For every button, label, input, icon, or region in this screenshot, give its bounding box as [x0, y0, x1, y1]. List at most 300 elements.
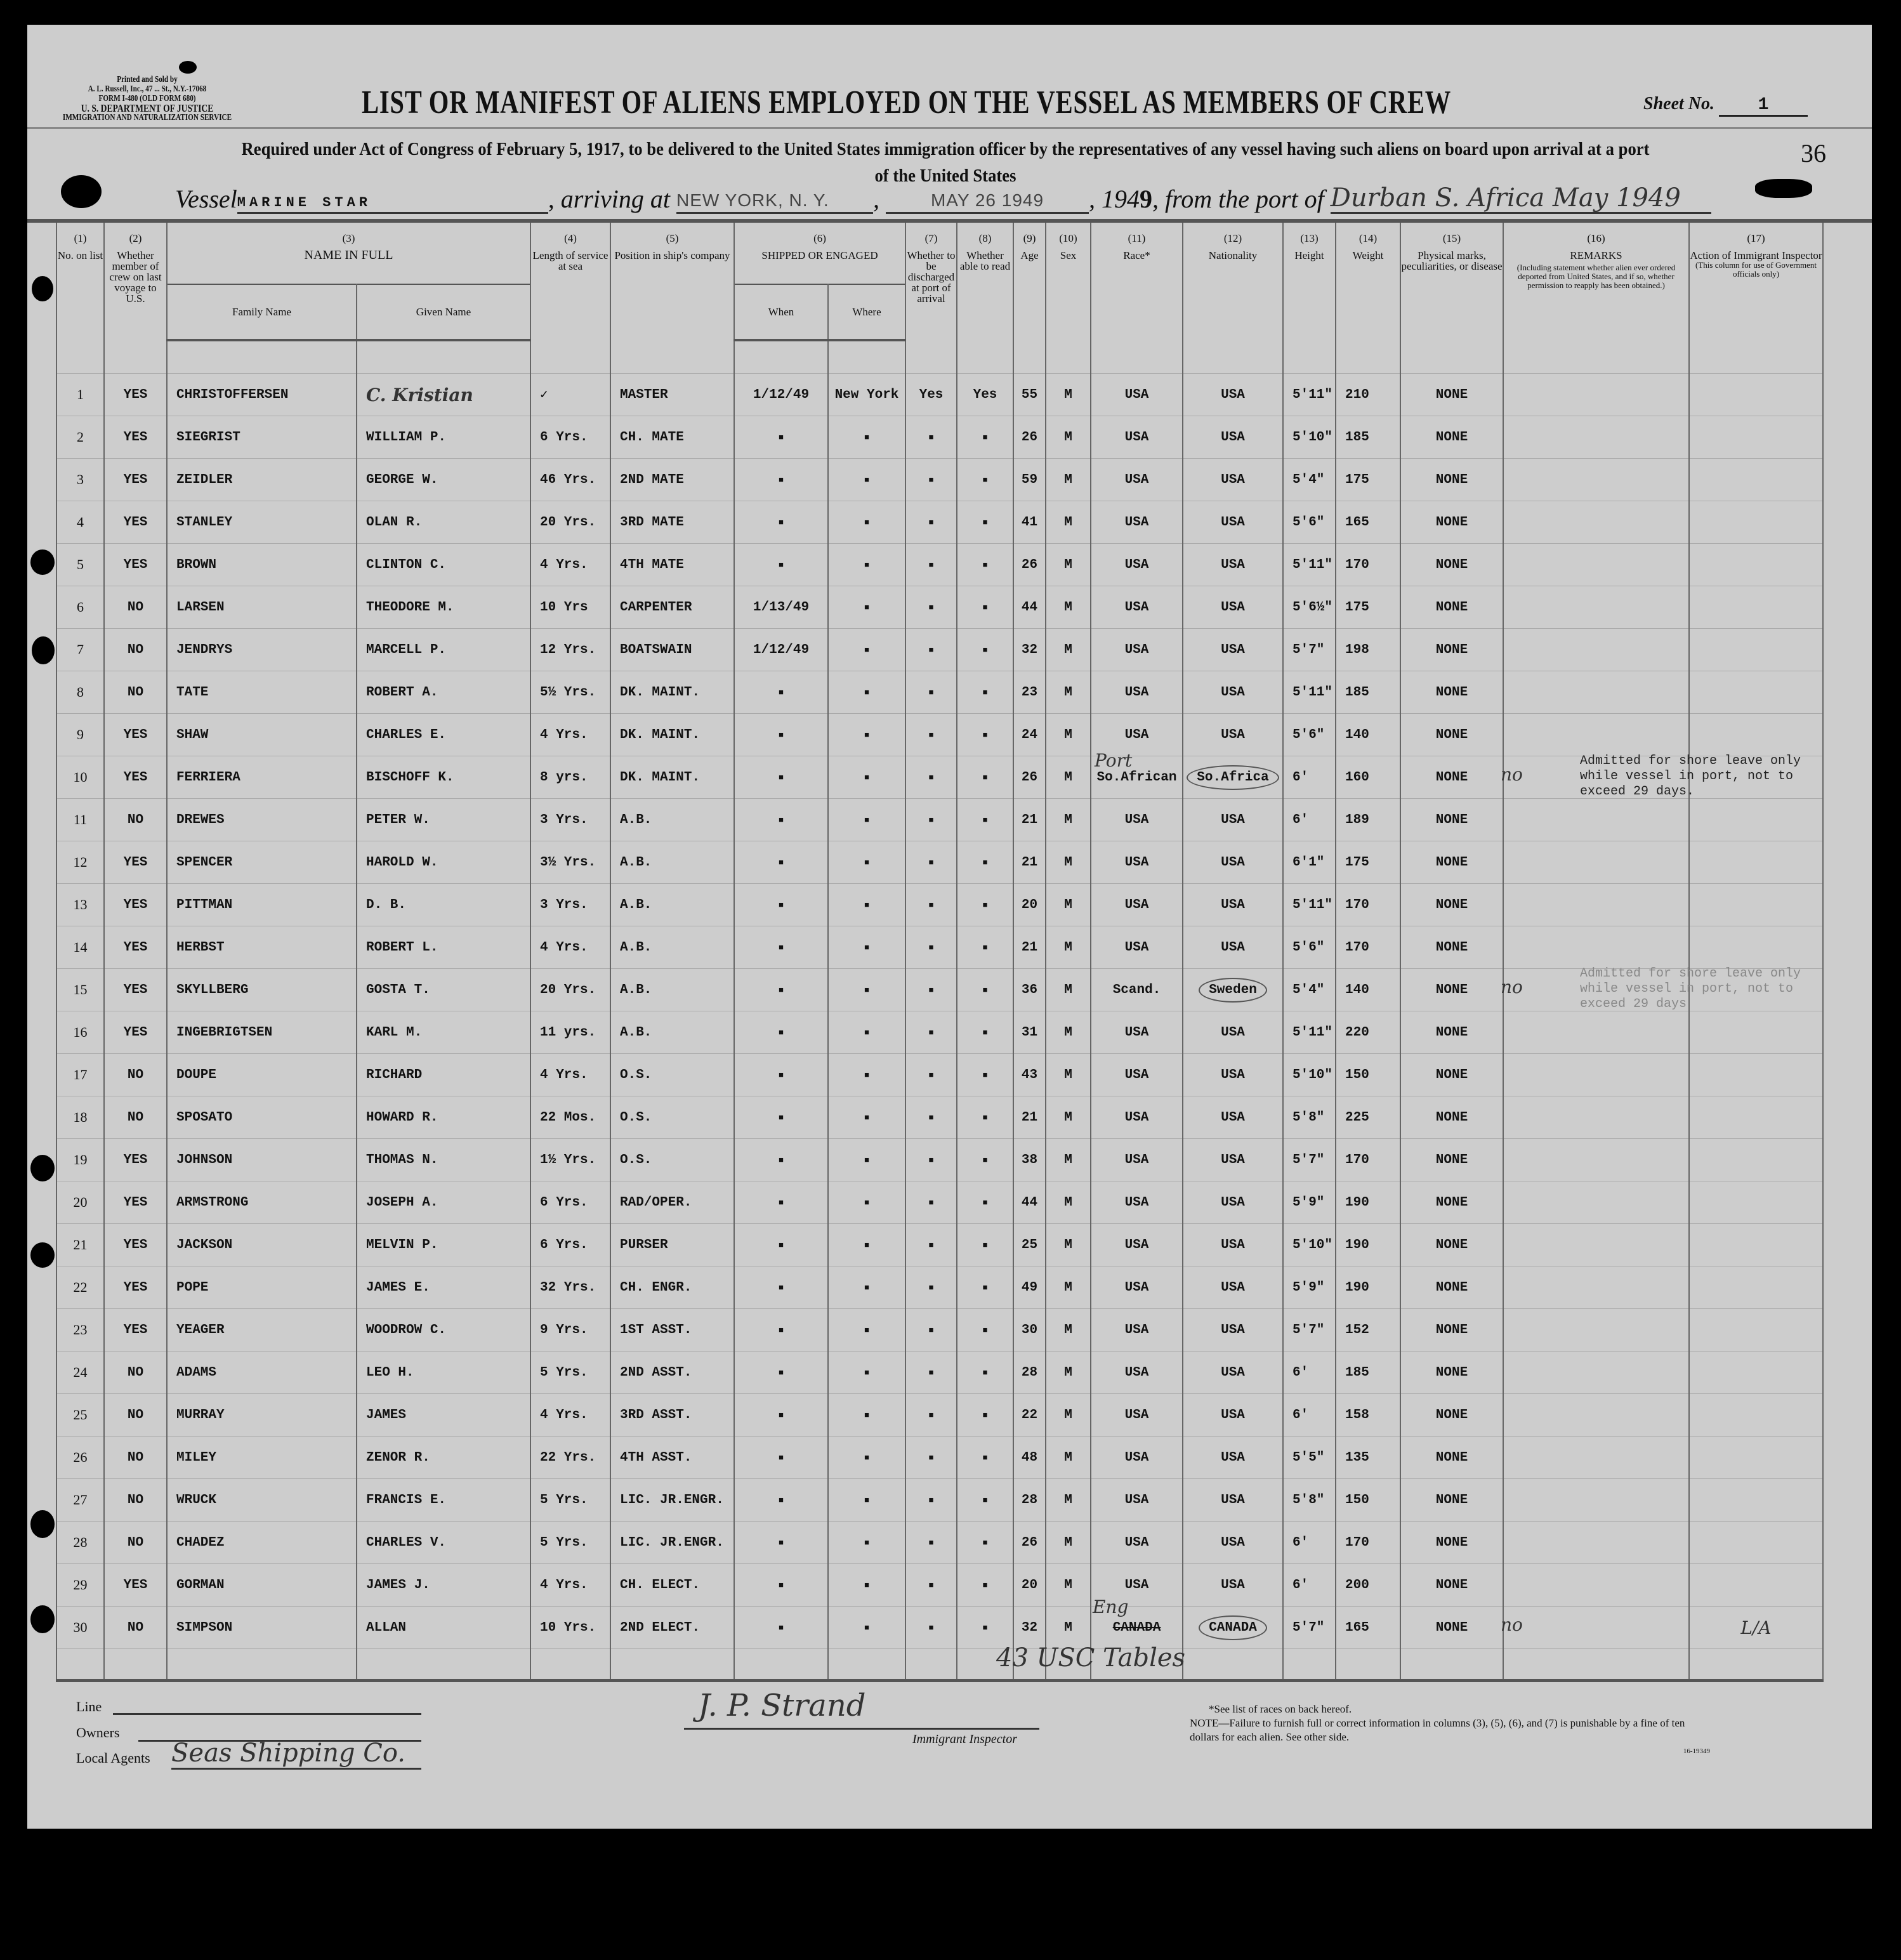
race: USA [1091, 1479, 1183, 1522]
crew-manifest-table [56, 223, 1824, 1682]
sex: M [1046, 969, 1091, 1011]
height: 5'11" [1283, 544, 1336, 586]
inspector-action [1689, 501, 1823, 544]
inspector-action [1689, 756, 1823, 799]
shipped-where: ■ [828, 1181, 905, 1224]
age: 23 [1013, 671, 1046, 714]
last-voyage: YES [104, 841, 167, 884]
shipped-where: ■ [828, 1437, 905, 1479]
last-voyage: YES [104, 756, 167, 799]
shipped-where: ■ [828, 1266, 905, 1309]
position: RAD/OPER. [610, 1181, 734, 1224]
sheet-value: 1 [1719, 95, 1808, 117]
to-be-discharged: ■ [905, 1352, 957, 1394]
nationality: USA [1183, 544, 1283, 586]
remarks [1503, 374, 1689, 416]
given-name: ROBERT L. [357, 926, 530, 969]
shipped-when: ■ [734, 1309, 828, 1352]
family-name: GORMAN [167, 1564, 357, 1607]
physical-marks: NONE [1400, 1224, 1503, 1266]
shipped-when: ■ [734, 1564, 828, 1607]
to-be-discharged: ■ [905, 1607, 957, 1649]
row-number: 24 [56, 1352, 104, 1394]
last-voyage: NO [104, 1394, 167, 1437]
race: CANADA [1091, 1607, 1183, 1649]
family-name: INGEBRIGTSEN [167, 1011, 357, 1054]
family-name: DREWES [167, 799, 357, 841]
height: 5'6" [1283, 926, 1336, 969]
weight: 150 [1336, 1054, 1400, 1096]
physical-marks: NONE [1400, 1564, 1503, 1607]
col-header-nationality: (12) Nationality [1183, 223, 1283, 340]
row-number: 29 [56, 1564, 104, 1607]
inspector-action [1689, 714, 1823, 756]
height: 5'7" [1283, 1309, 1336, 1352]
inspector-action [1689, 1522, 1823, 1564]
nationality: USA [1183, 884, 1283, 926]
height: 5'11" [1283, 374, 1336, 416]
weight: 165 [1336, 501, 1400, 544]
blank-cell [357, 1649, 530, 1681]
race: Scand. [1091, 969, 1183, 1011]
remarks [1503, 884, 1689, 926]
race: USA [1091, 1096, 1183, 1139]
col-header-position: (5) Position in ship's company [610, 223, 734, 340]
remarks [1503, 714, 1689, 756]
to-be-discharged: ■ [905, 459, 957, 501]
row-number: 14 [56, 926, 104, 969]
remark-text: Admitted for shore leave only while vessel in port, not to exceed 29 days. [1580, 754, 1801, 799]
physical-marks: NONE [1400, 884, 1503, 926]
length-of-service: 4 Yrs. [530, 1054, 610, 1096]
blank-cell [957, 340, 1013, 374]
height: 5'10" [1283, 1224, 1336, 1266]
race-annotation: Eng [1093, 1596, 1129, 1617]
nationality: USA [1183, 1309, 1283, 1352]
given-name: KARL M. [357, 1011, 530, 1054]
year-label: , 194 [1089, 185, 1140, 213]
shipped-where: ■ [828, 841, 905, 884]
family-name: HERBST [167, 926, 357, 969]
printer-line: A. L. Russell, Inc., 47 ... St., N.Y.-17068 [88, 84, 207, 94]
handwritten-note: 43 USC Tables [996, 1643, 1186, 1673]
position: CH. MATE [610, 416, 734, 459]
sex: M [1046, 629, 1091, 671]
inspector-action [1689, 1394, 1823, 1437]
remarks [1501, 754, 1801, 799]
given-name: FRANCIS E. [357, 1479, 530, 1522]
able-to-read: ■ [957, 756, 1013, 799]
age: 20 [1013, 1564, 1046, 1607]
table-row [56, 1011, 1823, 1054]
to-be-discharged: ■ [905, 501, 957, 544]
shipped-where: ■ [828, 1607, 905, 1649]
table-row [56, 416, 1823, 459]
weight: 175 [1336, 841, 1400, 884]
able-to-read: ■ [957, 1011, 1013, 1054]
given-name: JAMES [357, 1394, 530, 1437]
given-name: HAROLD W. [357, 841, 530, 884]
shipped-when: ■ [734, 841, 828, 884]
page-number: 36 [1801, 139, 1826, 168]
race: USA [1091, 544, 1183, 586]
sex: M [1046, 459, 1091, 501]
remarks [1503, 799, 1689, 841]
race: USA [1091, 459, 1183, 501]
family-name: DOUPE [167, 1054, 357, 1096]
last-voyage: NO [104, 629, 167, 671]
shipped-when: ■ [734, 1181, 828, 1224]
shipped-where: ■ [828, 586, 905, 629]
remarks [1503, 1564, 1689, 1607]
race: USA [1091, 629, 1183, 671]
shipped-where: ■ [828, 1224, 905, 1266]
to-be-discharged: ■ [905, 1309, 957, 1352]
weight: 170 [1336, 544, 1400, 586]
shipped-when: ■ [734, 1394, 828, 1437]
given-name: C. Kristian [357, 374, 530, 416]
to-be-discharged: ■ [905, 926, 957, 969]
shipped-where: ■ [828, 459, 905, 501]
able-to-read: ■ [957, 1309, 1013, 1352]
physical-marks: NONE [1400, 586, 1503, 629]
inspector-action [1689, 1309, 1823, 1352]
weight: 160 [1336, 756, 1400, 799]
family-name: JOHNSON [167, 1139, 357, 1181]
inspector-action [1689, 1479, 1823, 1522]
inspector-action [1689, 1139, 1823, 1181]
shipped-when: ■ [734, 799, 828, 841]
blank-cell [734, 340, 828, 374]
family-name: ADAMS [167, 1352, 357, 1394]
blank-cell [1091, 340, 1183, 374]
table-row [56, 629, 1823, 671]
nationality: USA [1183, 1437, 1283, 1479]
length-of-service: 5 Yrs. [530, 1352, 610, 1394]
position: A.B. [610, 841, 734, 884]
sex: M [1046, 374, 1091, 416]
shipped-where: ■ [828, 1394, 905, 1437]
col-header-race: (11) Race* [1091, 223, 1183, 340]
last-voyage: YES [104, 501, 167, 544]
physical-marks: NONE [1400, 841, 1503, 884]
physical-marks: NONE [1400, 501, 1503, 544]
punch-hole [30, 1242, 55, 1268]
position: 3RD ASST. [610, 1394, 734, 1437]
length-of-service: 6 Yrs. [530, 1181, 610, 1224]
position: O.S. [610, 1096, 734, 1139]
shipped-where: ■ [828, 799, 905, 841]
nationality: USA [1183, 1479, 1283, 1522]
age: 22 [1013, 1394, 1046, 1437]
length-of-service: 6 Yrs. [530, 1224, 610, 1266]
row-number: 7 [56, 629, 104, 671]
length-of-service: ✓ [530, 374, 610, 416]
physical-marks: NONE [1400, 1522, 1503, 1564]
local-agents-signature: Seas Shipping Co. [171, 1739, 405, 1768]
race: USA [1091, 926, 1183, 969]
col-header-weight: (14) Weight [1336, 223, 1400, 340]
inspector-field [684, 1728, 1039, 1730]
redaction-mark [1755, 179, 1812, 198]
shipped-when: ■ [734, 1437, 828, 1479]
blank-cell [1400, 340, 1503, 374]
age: 24 [1013, 714, 1046, 756]
blank-cell [1336, 340, 1400, 374]
remarks [1503, 544, 1689, 586]
age: 32 [1013, 1607, 1046, 1649]
position: 4TH MATE [610, 544, 734, 586]
physical-marks: NONE [1400, 714, 1503, 756]
inspector-action: L/A [1689, 1607, 1823, 1649]
position: CARPENTER [610, 586, 734, 629]
family-name: LARSEN [167, 586, 357, 629]
shipped-where: ■ [828, 1479, 905, 1522]
sex: M [1046, 756, 1091, 799]
row-number: 15 [56, 969, 104, 1011]
physical-marks: NONE [1400, 1352, 1503, 1394]
nationality: USA [1183, 671, 1283, 714]
able-to-read: ■ [957, 1607, 1013, 1649]
nationality: USA [1183, 1352, 1283, 1394]
shipped-where: ■ [828, 501, 905, 544]
row-number: 5 [56, 544, 104, 586]
age: 49 [1013, 1266, 1046, 1309]
weight: 175 [1336, 459, 1400, 501]
nationality: Sweden [1183, 969, 1283, 1011]
row-number: 27 [56, 1479, 104, 1522]
blank-cell [104, 1649, 167, 1681]
sex: M [1046, 1607, 1091, 1649]
table-row [56, 1564, 1823, 1607]
family-name: SIMPSON [167, 1607, 357, 1649]
col-header-physical-marks: (15) Physical marks, peculiarities, or disease [1400, 223, 1503, 340]
age: 44 [1013, 1181, 1046, 1224]
to-be-discharged: Yes [905, 374, 957, 416]
row-number: 30 [56, 1607, 104, 1649]
age: 44 [1013, 586, 1046, 629]
from-label: , from the port of [1152, 185, 1324, 213]
height: 6' [1283, 1522, 1336, 1564]
length-of-service: 11 yrs. [530, 1011, 610, 1054]
position: MASTER [610, 374, 734, 416]
shipped-when: ■ [734, 1352, 828, 1394]
position: A.B. [610, 799, 734, 841]
length-of-service: 4 Yrs. [530, 714, 610, 756]
nationality: USA [1183, 629, 1283, 671]
given-name: ZENOR R. [357, 1437, 530, 1479]
nationality: USA [1183, 501, 1283, 544]
height: 5'11" [1283, 1011, 1336, 1054]
blank-cell [1046, 340, 1091, 374]
table-row [56, 1607, 1823, 1649]
able-to-read: ■ [957, 969, 1013, 1011]
weight: 158 [1336, 1394, 1400, 1437]
length-of-service: 5½ Yrs. [530, 671, 610, 714]
arrival-port: NEW YORK, N. Y. [676, 190, 829, 210]
given-name: RICHARD [357, 1054, 530, 1096]
weight: 150 [1336, 1479, 1400, 1522]
to-be-discharged: ■ [905, 416, 957, 459]
inspector-action [1689, 374, 1823, 416]
blank-cell [530, 1649, 610, 1681]
height: 5'4" [1283, 459, 1336, 501]
remarks [1503, 1437, 1689, 1479]
inspector-action [1689, 1437, 1823, 1479]
table-row [56, 1224, 1823, 1266]
to-be-discharged: ■ [905, 1011, 957, 1054]
physical-marks: NONE [1400, 756, 1503, 799]
family-name: SHAW [167, 714, 357, 756]
race: USA [1091, 1054, 1183, 1096]
given-name: LEO H. [357, 1352, 530, 1394]
inspector-action [1689, 1224, 1823, 1266]
nationality: CANADA [1183, 1607, 1283, 1649]
height: 6' [1283, 1352, 1336, 1394]
age: 21 [1013, 1096, 1046, 1139]
row-number: 3 [56, 459, 104, 501]
age: 31 [1013, 1011, 1046, 1054]
position: 2ND ASST. [610, 1352, 734, 1394]
able-to-read: ■ [957, 1181, 1013, 1224]
shipped-where: ■ [828, 1309, 905, 1352]
weight: 135 [1336, 1437, 1400, 1479]
shipped-when: ■ [734, 1096, 828, 1139]
shipped-when: ■ [734, 501, 828, 544]
blank-cell [828, 340, 905, 374]
shipped-when: 1/12/49 [734, 374, 828, 416]
family-name: FERRIERA [167, 756, 357, 799]
nationality: USA [1183, 1054, 1283, 1096]
shipped-where: ■ [828, 756, 905, 799]
position: O.S. [610, 1054, 734, 1096]
table-row [56, 1139, 1823, 1181]
physical-marks: NONE [1400, 799, 1503, 841]
shipped-when: ■ [734, 1266, 828, 1309]
weight: 220 [1336, 1011, 1400, 1054]
physical-marks: NONE [1400, 1011, 1503, 1054]
row-number: 21 [56, 1224, 104, 1266]
remarks [1503, 1394, 1689, 1437]
blank-cell [530, 340, 610, 374]
row-number: 2 [56, 416, 104, 459]
punch-hole [179, 61, 197, 74]
given-name: WILLIAM P. [357, 416, 530, 459]
shipped-when: ■ [734, 1607, 828, 1649]
last-voyage: YES [104, 1181, 167, 1224]
age: 38 [1013, 1139, 1046, 1181]
remarks [1503, 1522, 1689, 1564]
last-voyage: NO [104, 1054, 167, 1096]
length-of-service: 3 Yrs. [530, 799, 610, 841]
row-number: 1 [56, 374, 104, 416]
row-number: 19 [56, 1139, 104, 1181]
height: 6' [1283, 1564, 1336, 1607]
race: USA [1091, 416, 1183, 459]
to-be-discharged: ■ [905, 1224, 957, 1266]
age: 26 [1013, 544, 1046, 586]
age: 43 [1013, 1054, 1046, 1096]
length-of-service: 4 Yrs. [530, 1394, 610, 1437]
age: 28 [1013, 1479, 1046, 1522]
position: A.B. [610, 969, 734, 1011]
shipped-where: ■ [828, 416, 905, 459]
weight: 170 [1336, 1139, 1400, 1181]
race: USA [1091, 374, 1183, 416]
given-name: THEODORE M. [357, 586, 530, 629]
physical-marks: NONE [1400, 969, 1503, 1011]
line-field [113, 1713, 421, 1715]
col-header-number: (1) No. on list [56, 223, 104, 340]
height: 5'7" [1283, 1607, 1336, 1649]
shipped-when: ■ [734, 1054, 828, 1096]
age: 55 [1013, 374, 1046, 416]
position: O.S. [610, 1139, 734, 1181]
family-name: BROWN [167, 544, 357, 586]
blank-cell [1283, 1649, 1336, 1681]
given-name: CLINTON C. [357, 544, 530, 586]
row-number: 10 [56, 756, 104, 799]
age: 26 [1013, 416, 1046, 459]
table-row [56, 1394, 1823, 1437]
row-number: 25 [56, 1394, 104, 1437]
weight: 198 [1336, 629, 1400, 671]
able-to-read: ■ [957, 1522, 1013, 1564]
shipped-when: ■ [734, 926, 828, 969]
crew-rows [56, 340, 1823, 1681]
last-voyage: YES [104, 1266, 167, 1309]
row-number: 9 [56, 714, 104, 756]
to-be-discharged: ■ [905, 1266, 957, 1309]
to-be-discharged: ■ [905, 969, 957, 1011]
given-name: GEORGE W. [357, 459, 530, 501]
sex: M [1046, 1011, 1091, 1054]
blank-cell [610, 340, 734, 374]
able-to-read: ■ [957, 714, 1013, 756]
length-of-service: 4 Yrs. [530, 544, 610, 586]
inspector-action [1689, 1096, 1823, 1139]
age: 32 [1013, 629, 1046, 671]
remarks [1503, 1139, 1689, 1181]
table-row [56, 714, 1823, 756]
to-be-discharged: ■ [905, 1054, 957, 1096]
physical-marks: NONE [1400, 374, 1503, 416]
inspector-action [1689, 1266, 1823, 1309]
last-voyage: YES [104, 1564, 167, 1607]
to-be-discharged: ■ [905, 756, 957, 799]
last-voyage: YES [104, 544, 167, 586]
race: USA [1091, 1437, 1183, 1479]
blank-cell [1400, 1649, 1503, 1681]
remarks [1503, 1224, 1689, 1266]
family-name: MURRAY [167, 1394, 357, 1437]
inspector-action [1689, 799, 1823, 841]
family-name: SIEGRIST [167, 416, 357, 459]
able-to-read: ■ [957, 1437, 1013, 1479]
remarks [1503, 1479, 1689, 1522]
to-be-discharged: ■ [905, 1437, 957, 1479]
table-row [56, 1054, 1823, 1096]
table-row [56, 1437, 1823, 1479]
weight: 225 [1336, 1096, 1400, 1139]
vessel-label: Vessel [175, 185, 237, 213]
to-be-discharged: ■ [905, 799, 957, 841]
weight: 170 [1336, 926, 1400, 969]
shipped-where: ■ [828, 629, 905, 671]
to-be-discharged: ■ [905, 1181, 957, 1224]
inspector-action [1689, 1564, 1823, 1607]
inspector-action [1689, 884, 1823, 926]
